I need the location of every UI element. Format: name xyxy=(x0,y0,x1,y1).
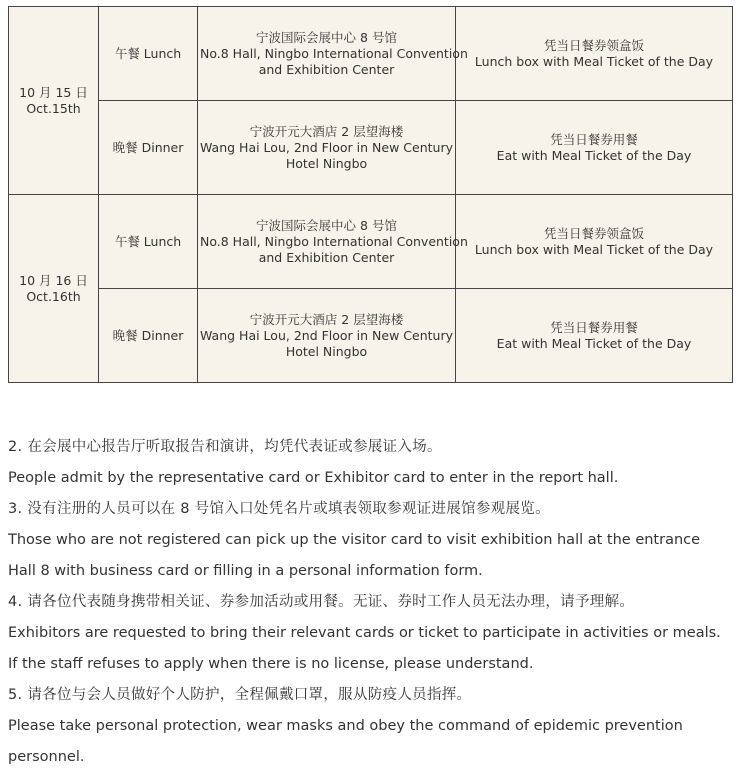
venue-zh: 宁波开元大酒店 2 层望海楼 xyxy=(249,123,404,139)
venue-cell xyxy=(198,195,468,289)
date-zh: 10 月 16 日 xyxy=(19,272,88,288)
venue-en: and Exhibition Center xyxy=(258,61,395,77)
meal-label: 晚餐 Dinner xyxy=(112,139,184,155)
note-3-en-line-2: Hall 8 with business card or filling in a personal information form. xyxy=(8,563,483,579)
ticket-zh: 凭当日餐券领盒饭 xyxy=(543,225,644,241)
ticket-en: Lunch box with Meal Ticket of the Day xyxy=(474,241,714,257)
note-2-en: People admit by the representative card or Exhibitor card to enter in the report hall. xyxy=(8,470,619,486)
ticket-cell xyxy=(456,7,733,101)
ticket-en: Lunch box with Meal Ticket of the Day xyxy=(474,53,714,69)
meal-cell xyxy=(99,195,198,289)
note-3-zh: 3. 没有注册的人员可以在 8 号馆入口处凭名片或填表领取参观证进展馆参观展览。 xyxy=(8,501,550,517)
venue-en: and Exhibition Center xyxy=(258,249,395,265)
venue-en: No.8 Hall, Ningbo International Convention xyxy=(200,233,468,249)
note-4-en-line-1: Exhibitors are requested to bring their relevant cards or ticket to participate in activities or meals. xyxy=(8,625,721,641)
venue-en: Hotel Ningbo xyxy=(285,343,368,359)
meal-label: 午餐 Lunch xyxy=(114,45,182,61)
ticket-zh: 凭当日餐券领盒饭 xyxy=(543,37,644,53)
ticket-en: Eat with Meal Ticket of the Day xyxy=(496,335,692,351)
venue-en: Wang Hai Lou, 2nd Floor in New Century xyxy=(200,327,453,343)
ticket-en: Eat with Meal Ticket of the Day xyxy=(496,147,692,163)
date-cell xyxy=(9,195,99,383)
date-cell xyxy=(9,7,99,195)
note-2-zh: 2. 在会展中心报告厅听取报告和演讲，均凭代表证或参展证入场。 xyxy=(8,439,442,455)
ticket-zh: 凭当日餐券用餐 xyxy=(550,131,638,147)
note-4-zh: 4. 请各位代表随身携带相关证、券参加活动或用餐。无证、券时工作人员无法办理，请予理解。 xyxy=(8,594,635,610)
table-row xyxy=(9,289,733,383)
table-row xyxy=(9,7,733,101)
table-row xyxy=(9,195,733,289)
venue-en: Hotel Ningbo xyxy=(285,155,368,171)
date-en: Oct.15th xyxy=(26,100,81,116)
note-5-en-line-2: personnel. xyxy=(8,749,85,765)
table-row xyxy=(9,101,733,195)
venue-zh: 宁波国际会展中心 8 号馆 xyxy=(256,29,397,45)
note-3-en-line-1: Those who are not registered can pick up the visitor card to visit exhibition hall at the entrance xyxy=(8,532,701,548)
ticket-cell xyxy=(456,195,733,289)
venue-cell xyxy=(198,289,456,383)
ticket-cell xyxy=(456,289,733,383)
note-5-en-line-1: Please take personal protection, wear masks and obey the command of epidemic prevention xyxy=(8,718,683,734)
date-en: Oct.16th xyxy=(26,288,81,304)
venue-zh: 宁波开元大酒店 2 层望海楼 xyxy=(249,311,404,327)
note-5-zh: 5. 请各位与会人员做好个人防护，全程佩戴口罩，服从防疫人员指挥。 xyxy=(8,687,472,703)
venue-cell xyxy=(198,101,456,195)
meal-cell xyxy=(99,101,198,195)
venue-en: No.8 Hall, Ningbo International Convention xyxy=(200,45,468,61)
venue-zh: 宁波国际会展中心 8 号馆 xyxy=(256,217,397,233)
meal-cell xyxy=(99,289,198,383)
note-4-en-line-2: If the staff refuses to apply when there is no license, please understand. xyxy=(8,656,534,672)
date-zh: 10 月 15 日 xyxy=(19,84,88,100)
venue-cell xyxy=(198,7,468,101)
ticket-zh: 凭当日餐券用餐 xyxy=(550,319,638,335)
venue-en: Wang Hai Lou, 2nd Floor in New Century xyxy=(200,139,453,155)
meal-label: 晚餐 Dinner xyxy=(112,327,184,343)
meal-schedule-table xyxy=(8,6,733,383)
meal-label: 午餐 Lunch xyxy=(114,233,182,249)
meal-cell xyxy=(99,7,198,101)
notes-section xyxy=(8,432,736,773)
ticket-cell xyxy=(456,101,733,195)
